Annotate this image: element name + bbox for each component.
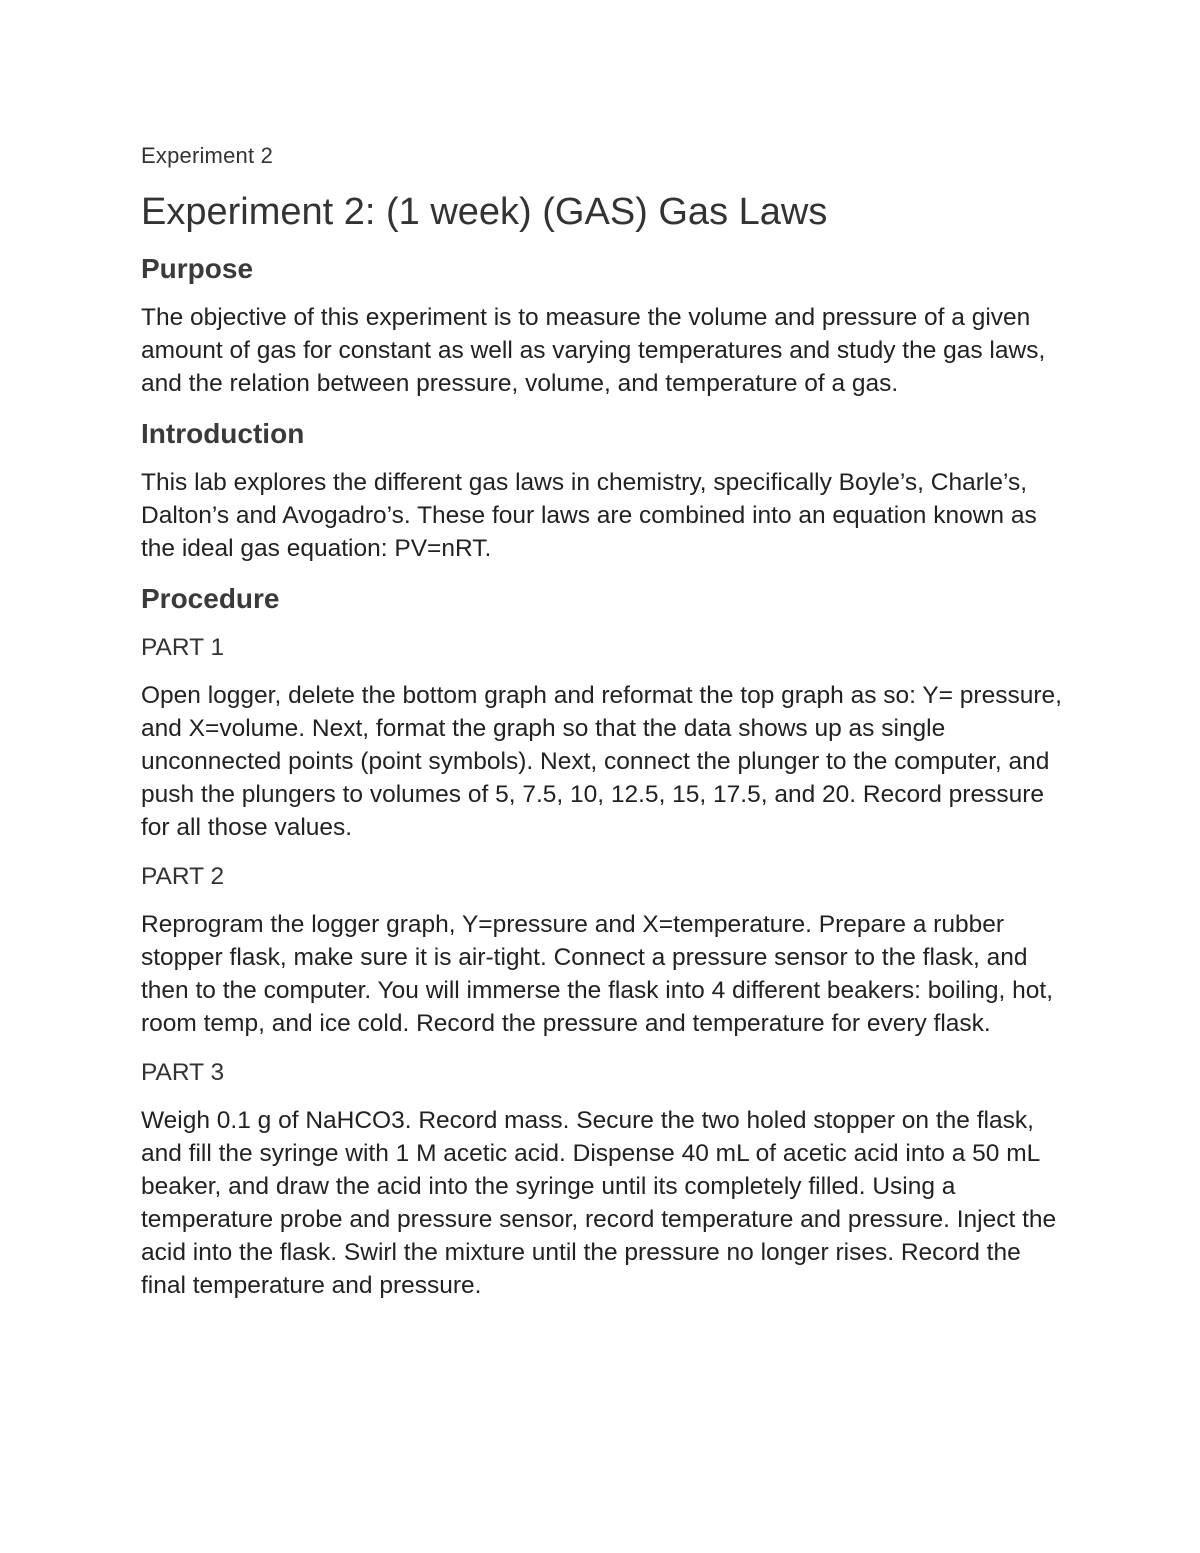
part-3-label: PART 3 [141, 1059, 225, 1086]
part-1-label: PART 1 [141, 634, 225, 661]
procedure-section [141, 581, 1071, 1302]
part-2-label: PART 2 [141, 863, 225, 890]
procedure-heading: Procedure [141, 583, 280, 614]
part-1-text: Open logger, delete the bottom graph and reformat the top graph as so: Y= pressure, and X=volume. Next, format the graph so that the data shows up as single unconnected points (point symbols). Next, connect the plunger to the computer, and push the plungers to volumes of 5, 7.5, 10, 12.5, 15, 17.5, and 20. Record pressure for all those values. [141, 682, 1062, 841]
header-label: Experiment 2 [141, 143, 274, 168]
purpose-heading: Purpose [141, 253, 254, 284]
purpose-text: The objective of this experiment is to measure the volume and pressure of a given amount of gas for constant as well as varying temperatures and study the gas laws, and the relation between pressure, volume, and temperature of a gas. [141, 304, 1046, 397]
document-title: Experiment 2: (1 week) (GAS) Gas Laws [141, 191, 828, 233]
introduction-heading: Introduction [141, 418, 305, 449]
introduction-text: This lab explores the different gas laws in chemistry, specifically Boyle’s, Charle’s, Dalton’s and Avogadro’s. These four laws are combined into an equation known as the ideal gas equation: PV=nRT. [141, 469, 1037, 562]
introduction-section [141, 416, 1071, 581]
document-body [141, 251, 1071, 1302]
part-2-text: Reprogram the logger graph, Y=pressure and X=temperature. Prepare a rubber stopper flask, make sure it is air-tight. Connect a pressure sensor to the flask, and then to the computer. You will immerse the flask into 4 different beakers: boiling, hot, room temp, and ice cold. Record the pressure and temperature for every flask. [141, 911, 1054, 1037]
purpose-section [141, 251, 1071, 416]
part-3-text: Weigh 0.1 g of NaHCO3. Record mass. Secure the two holed stopper on the flask, and fill the syringe with 1 M acetic acid. Dispense 40 mL of acetic acid into a 50 mL beaker, and draw the acid into the syringe until its completely filled. Using a temperature probe and pressure sensor, record temperature and pressure. Inject the acid into the flask. Swirl the mixture until the pressure no longer rises. Record the final temperature and pressure. [141, 1107, 1057, 1299]
